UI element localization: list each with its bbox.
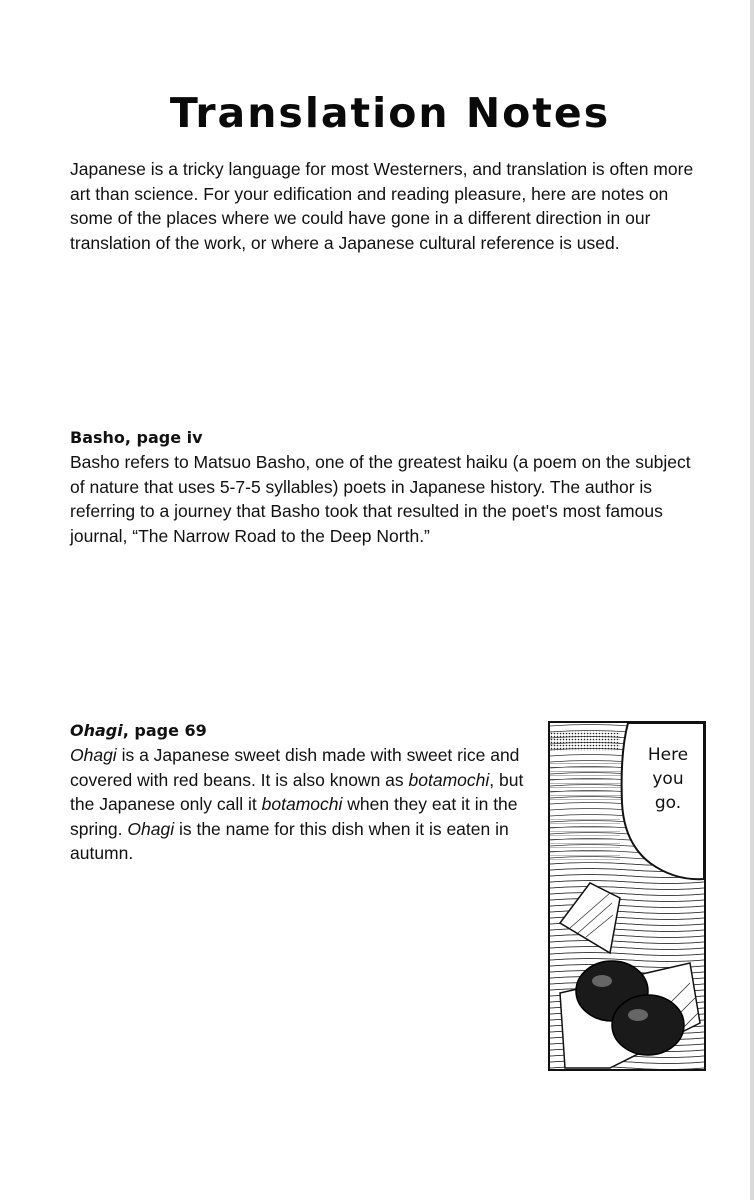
page-title: Translation Notes (169, 89, 611, 138)
speech-text (638, 743, 698, 815)
body-text: is the name for this dish when it is eaten in autumn. (70, 818, 509, 863)
note-body-ohagi (70, 743, 540, 866)
body-text: , but the Japanese only call it (70, 769, 524, 814)
note-term-basho: Basho (70, 428, 125, 447)
term-ohagi: Ohagi (70, 745, 117, 765)
speech-line: you (652, 769, 684, 789)
shelf-top-texture (550, 731, 620, 751)
note-page-ref-ohagi: , page 69 (122, 721, 207, 740)
note-body-basho: Basho refers to Matsuo Basho, one of the greatest haiku (a poem on the subject of nature that uses 5-7-5 syllables) poets in Japanese history. The author is referring to a journey that Basho took that resulted in the poet's most famous journal, “The Narrow Road to the Deep North.” (70, 452, 691, 546)
speech-line: go. (654, 793, 682, 813)
body-text: when they eat it in the spring. (70, 794, 518, 839)
term-botamochi: botamochi (408, 769, 490, 790)
intro-paragraph: Japanese is a tricky language for most Westerners, and translation is often more art than science. For your edification and reading pleasure, here are notes on some of the places where we could have gone in a different direction in our translation of the work, or where a Japanese cultural reference is used. (70, 159, 694, 253)
note-heading-basho (70, 428, 203, 447)
term-botamochi: botamochi (261, 794, 343, 814)
ohagi-sweet-2 (612, 995, 684, 1055)
note-heading-ohagi (70, 721, 207, 740)
page-edge (750, 0, 754, 1200)
term-ohagi: Ohagi (127, 818, 175, 839)
note-page-ref-basho: , page iv (124, 428, 203, 447)
speech-line: Here (647, 745, 689, 765)
body-text: is a Japanese sweet dish made with sweet rice and covered with red beans. It is also known as (70, 745, 520, 790)
manga-panel-ohagi (548, 721, 706, 1071)
note-term-ohagi: Ohagi (70, 721, 123, 740)
